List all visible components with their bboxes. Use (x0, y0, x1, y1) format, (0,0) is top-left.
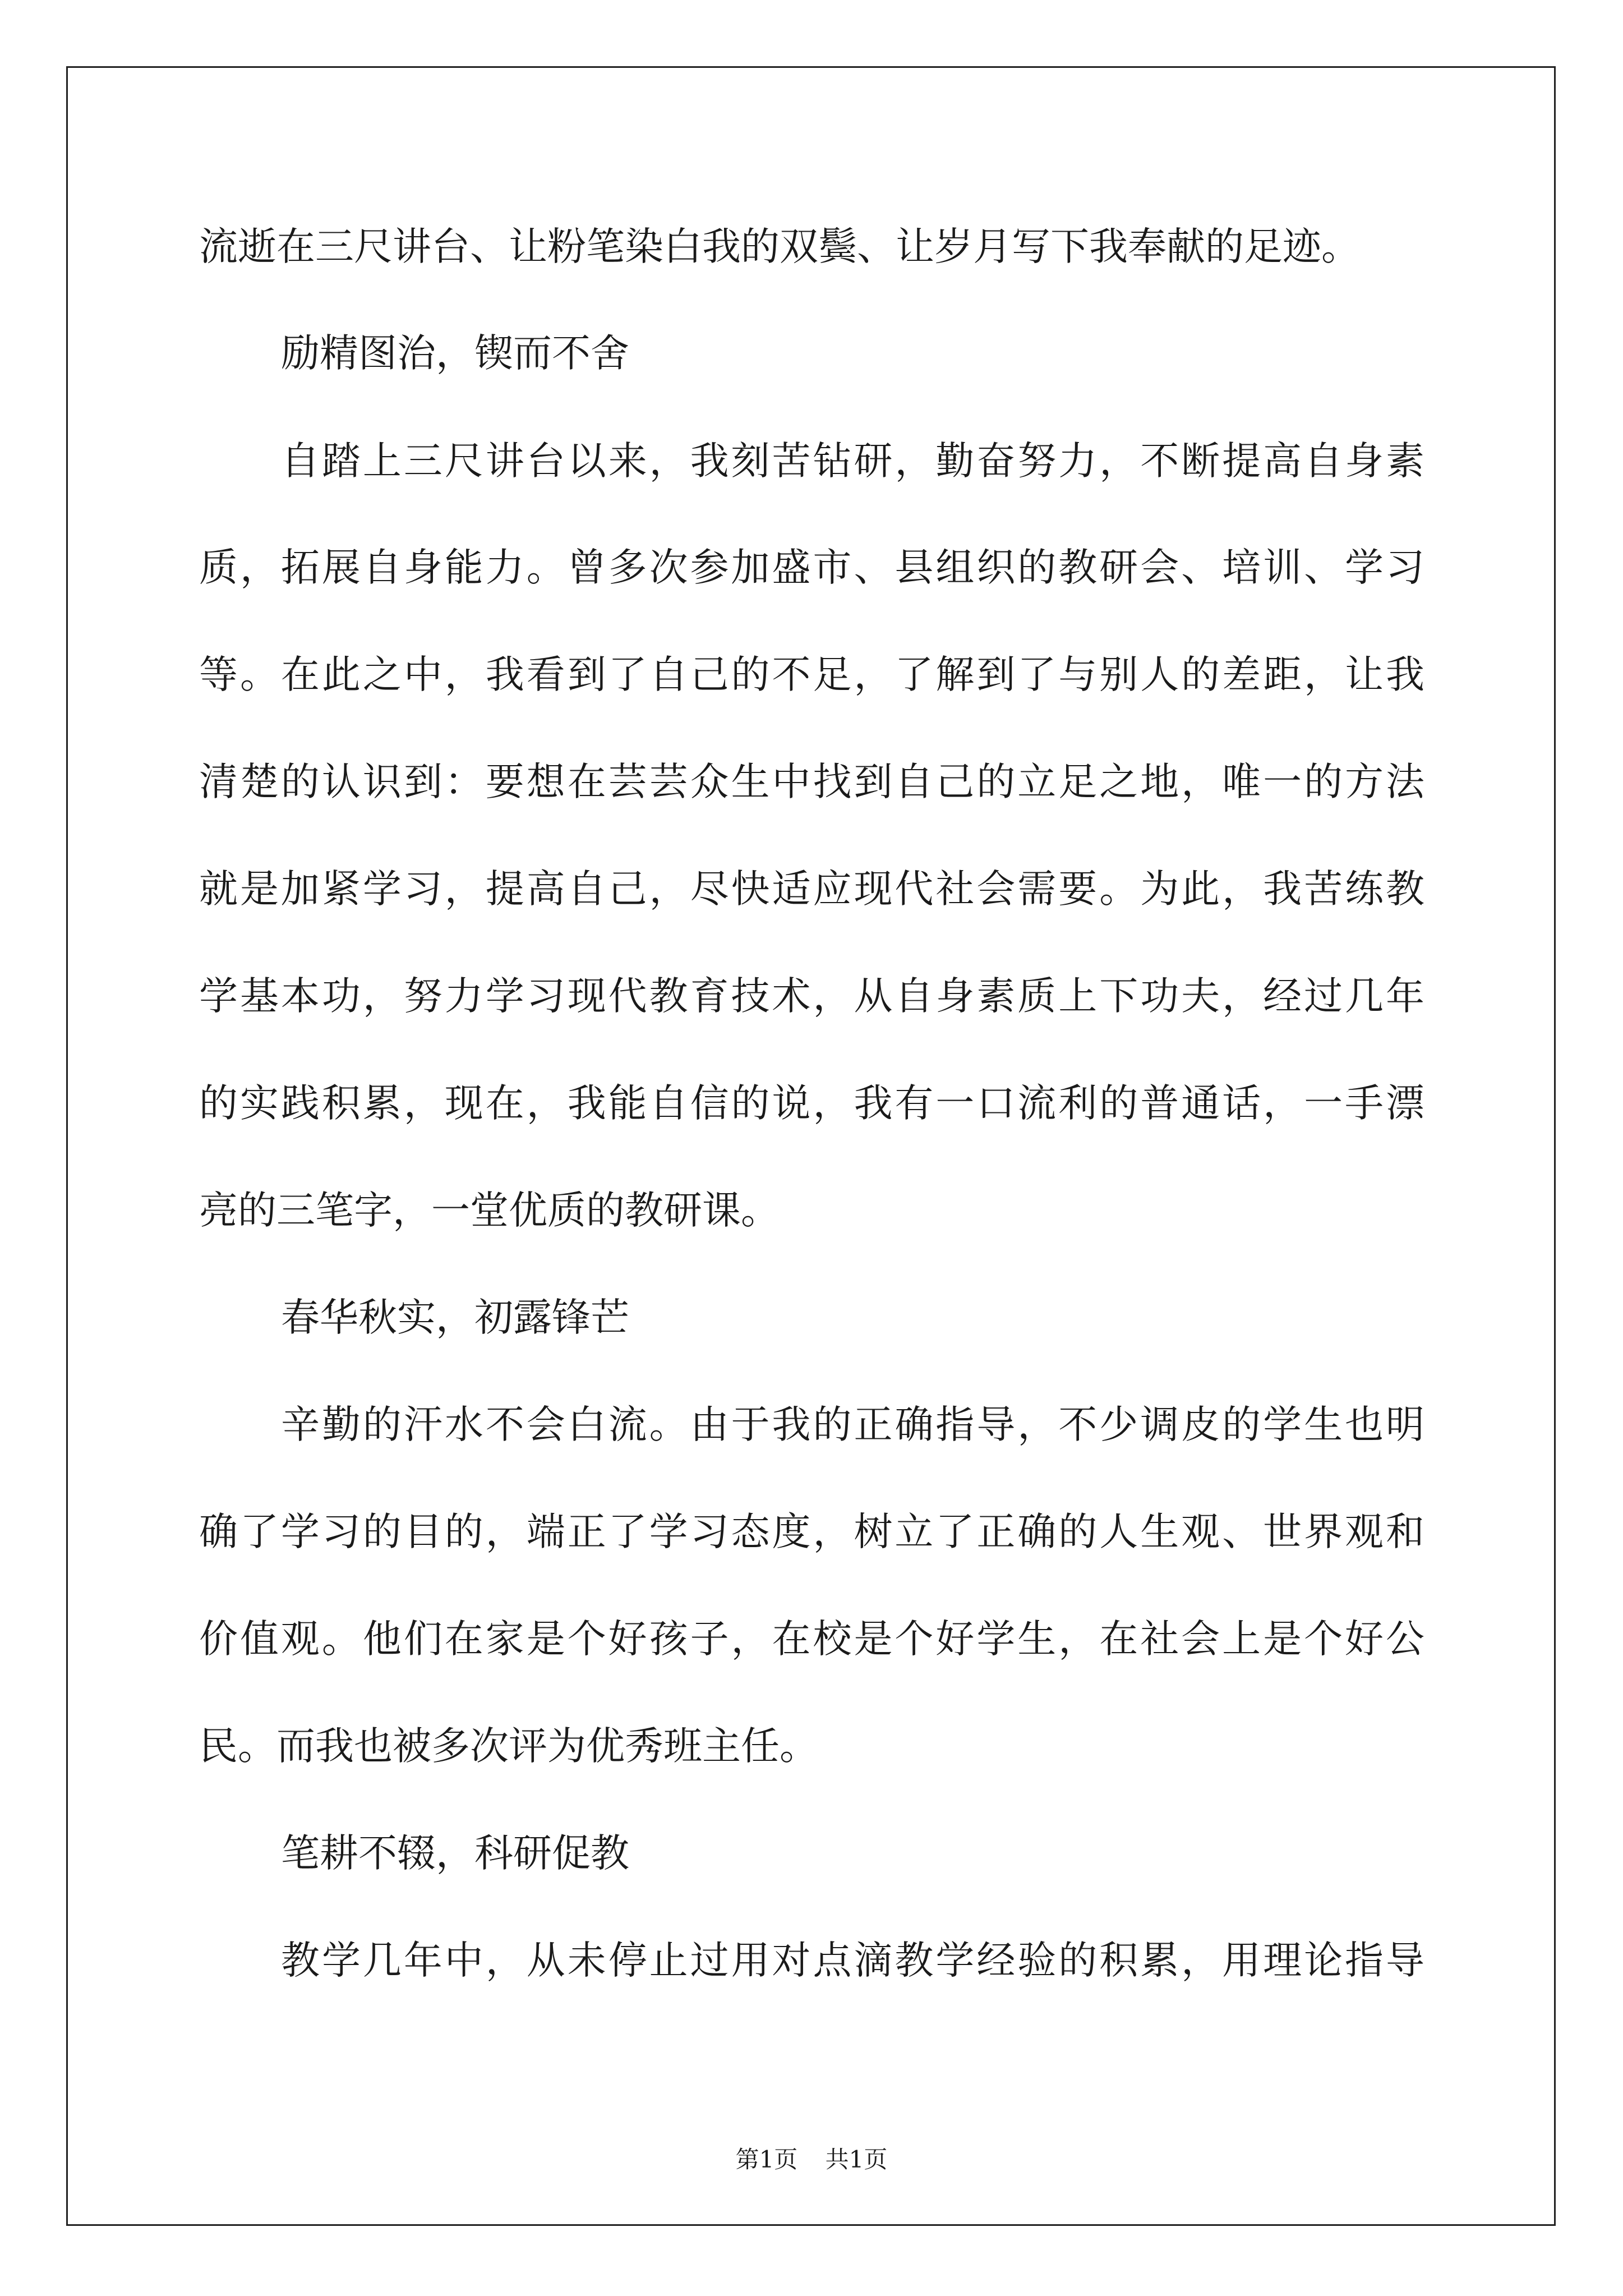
page-total: 共1页 (825, 2146, 888, 2173)
text-line-6: 清楚的认识到：要想在芸芸众生中找到自己的立足之地，唯一的方法 (199, 760, 1424, 804)
page-number: 第1页 (735, 2146, 798, 2173)
section-heading-3: 笔耕不辍，科研促教 (281, 1831, 629, 1876)
text-line-14: 价值观。他们在家是个好孩子，在校是个好学生，在社会上是个好公 (199, 1617, 1424, 1662)
text-line-10: 亮的三笔字，一堂优质的教研课。 (199, 1188, 780, 1233)
section-heading-1: 励精图治，锲而不舍 (281, 331, 629, 376)
page-border (66, 66, 1556, 2226)
section-heading-2: 春华秋实，初露锋芒 (281, 1295, 629, 1340)
text-line-5: 等。在此之中，我看到了自己的不足，了解到了与别人的差距，让我 (199, 652, 1424, 697)
text-line-17: 教学几年中，从未停止过用对点滴教学经验的积累，用理论指导 (281, 1938, 1424, 1983)
text-line-9: 的实践积累，现在，我能自信的说，我有一口流利的普通话，一手漂 (199, 1081, 1424, 1126)
page-footer (0, 2143, 1623, 2177)
text-line-8: 学基本功，努力学习现代教育技术，从自身素质上下功夫，经过几年 (199, 974, 1424, 1019)
text-line-13: 确了学习的目的，端正了学习态度，树立了正确的人生观、世界观和 (199, 1510, 1424, 1554)
text-line-15: 民。而我也被多次评为优秀班主任。 (199, 1724, 818, 1769)
text-line-12: 辛勤的汗水不会白流。由于我的正确指导，不少调皮的学生也明 (281, 1402, 1424, 1447)
text-line-7: 就是加紧学习，提高自己，尽快适应现代社会需要。为此，我苦练教 (199, 867, 1424, 912)
text-line-4: 质，拓展自身能力。曾多次参加盛市、县组织的教研会、培训、学习 (199, 545, 1424, 590)
text-line-1: 流逝在三尺讲台、让粉笔染白我的双鬓、让岁月写下我奉献的足迹。 (199, 224, 1360, 269)
text-line-3: 自踏上三尺讲台以来，我刻苦钻研，勤奋努力，不断提高自身素 (281, 439, 1424, 484)
